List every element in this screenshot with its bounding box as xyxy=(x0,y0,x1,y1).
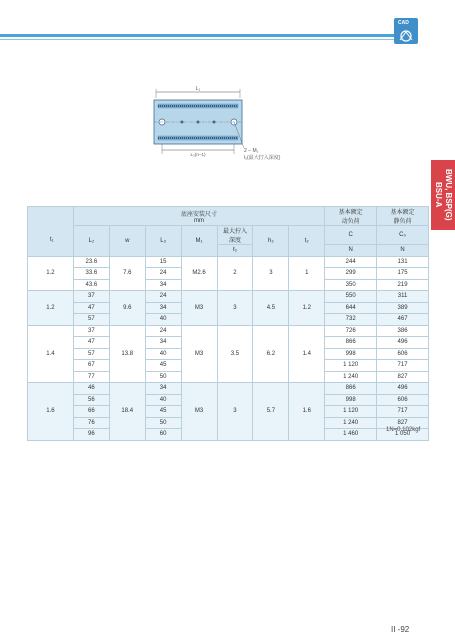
header-w: w xyxy=(109,226,145,257)
rail-drawing xyxy=(140,84,310,170)
cell-l2: 46 xyxy=(73,383,109,395)
header-t2: t₂ xyxy=(289,226,325,257)
header-l2: L₂ xyxy=(73,226,109,257)
cell-m1: M3 xyxy=(181,383,217,441)
header-bar-thin xyxy=(0,39,410,40)
table-row xyxy=(28,256,429,268)
cell-c: 644 xyxy=(325,302,377,314)
table-row xyxy=(28,325,429,337)
cell-c: 244 xyxy=(325,256,377,268)
cell-t2: 1.6 xyxy=(289,383,325,441)
cell-c: 1 460 xyxy=(325,429,377,441)
dim-label-bottom: L₃(n−1) xyxy=(190,152,206,157)
cell-c: 998 xyxy=(325,348,377,360)
cell-c: 998 xyxy=(325,394,377,406)
header-bar xyxy=(0,34,410,37)
cell-l2: 57 xyxy=(73,348,109,360)
cell-l3: 34 xyxy=(145,337,181,349)
cell-c: 550 xyxy=(325,291,377,303)
cell-m1: M2.6 xyxy=(181,256,217,291)
cell-h2: 3 xyxy=(253,256,289,291)
cell-c: 866 xyxy=(325,383,377,395)
cell-t2: 1.4 xyxy=(289,325,325,383)
cell-l3: 45 xyxy=(145,406,181,418)
cell-c: 1 120 xyxy=(325,360,377,372)
table-row xyxy=(28,291,429,303)
header-unit-c0: N xyxy=(377,245,429,257)
cell-l2: 66 xyxy=(73,406,109,418)
cell-l3: 24 xyxy=(145,291,181,303)
cell-l3: 60 xyxy=(145,429,181,441)
cell-l2: 57 xyxy=(73,314,109,326)
cell-l3: 50 xyxy=(145,371,181,383)
cell-h2: 6.2 xyxy=(253,325,289,383)
cell-l3: 34 xyxy=(145,383,181,395)
header-static-load: 基本额定 静负荷 xyxy=(377,207,429,226)
page-number: II -92 xyxy=(391,625,410,634)
cell-c0: 219 xyxy=(377,279,429,291)
header-l3: L₃ xyxy=(145,226,181,257)
section-tab-label: BWU, BSP(G) BSU-A xyxy=(434,169,453,221)
cell-l3: 50 xyxy=(145,417,181,429)
cell-c0: 827 xyxy=(377,371,429,383)
hole-note-line2: l₂(最大拧入深度) xyxy=(244,155,281,161)
cell-c0: 467 xyxy=(377,314,429,326)
cell-l2: 37 xyxy=(73,325,109,337)
cell-l2: 77 xyxy=(73,371,109,383)
cell-m1: M3 xyxy=(181,325,217,383)
cell-l3: 34 xyxy=(145,279,181,291)
cell-l3: 34 xyxy=(145,302,181,314)
cell-l2: 43.6 xyxy=(73,279,109,291)
cell-h2: 4.5 xyxy=(253,291,289,326)
cell-l2: 37 xyxy=(73,291,109,303)
dim-label-top: L₁ xyxy=(195,86,201,92)
cell-t1: 1.2 xyxy=(28,256,74,291)
cell-c: 732 xyxy=(325,314,377,326)
cell-w: 9.6 xyxy=(109,291,145,326)
cell-l3: 15 xyxy=(145,256,181,268)
cell-t1: 1.2 xyxy=(28,291,74,326)
cell-l3: 24 xyxy=(145,268,181,280)
cell-c0: 389 xyxy=(377,302,429,314)
cell-c0: 496 xyxy=(377,383,429,395)
header-l2-small: ℓ₂ xyxy=(217,245,253,257)
cell-c0: 496 xyxy=(377,337,429,349)
cad-drawing-icon xyxy=(397,28,415,42)
spec-table-body xyxy=(28,256,429,440)
cell-l2: 33.6 xyxy=(73,268,109,280)
cell-l3: 40 xyxy=(145,394,181,406)
header-c: C xyxy=(325,226,377,245)
cell-l2: 76 xyxy=(73,417,109,429)
hole-note xyxy=(244,148,280,162)
header-m1: M₁ xyxy=(181,226,217,257)
cad-label: CAD xyxy=(398,20,409,26)
cell-c0: 606 xyxy=(377,348,429,360)
cell-c: 350 xyxy=(325,279,377,291)
cell-c: 299 xyxy=(325,268,377,280)
cell-l2: 23.6 xyxy=(73,256,109,268)
cell-max-depth: 3.5 xyxy=(217,325,253,383)
cell-l2: 56 xyxy=(73,394,109,406)
cell-c: 1 240 xyxy=(325,371,377,383)
unit-note: 1N=0.102kgf xyxy=(386,427,421,433)
cell-t1: 1.6 xyxy=(28,383,74,441)
cell-c0: 131 xyxy=(377,256,429,268)
cell-l2: 47 xyxy=(73,302,109,314)
cell-c0: 1 050 xyxy=(377,429,429,441)
cell-l3: 40 xyxy=(145,348,181,360)
cell-t2: 1 xyxy=(289,256,325,291)
cell-max-depth: 3 xyxy=(217,383,253,441)
cell-c0: 175 xyxy=(377,268,429,280)
cell-c0: 606 xyxy=(377,394,429,406)
header-group: 底座安装尺寸 mm xyxy=(73,207,324,226)
cell-c: 726 xyxy=(325,325,377,337)
header-unit-c: N xyxy=(325,245,377,257)
cell-l2: 96 xyxy=(73,429,109,441)
cell-c: 1 240 xyxy=(325,417,377,429)
hole-note-line1: 2 − M₁ xyxy=(244,148,259,154)
cell-l3: 45 xyxy=(145,360,181,372)
cell-t2: 1.2 xyxy=(289,291,325,326)
cell-c0: 827 xyxy=(377,417,429,429)
header-blank xyxy=(28,207,74,257)
cell-t1: 1.4 xyxy=(28,325,74,383)
cell-c0: 717 xyxy=(377,406,429,418)
table-row xyxy=(28,383,429,395)
cell-l3: 40 xyxy=(145,314,181,326)
cell-l2: 47 xyxy=(73,337,109,349)
cell-w: 7.6 xyxy=(109,256,145,291)
spec-table xyxy=(27,206,429,441)
cell-h2: 5.7 xyxy=(253,383,289,441)
header-max-depth: 最大拧入 深度 xyxy=(217,226,253,245)
cell-max-depth: 3 xyxy=(217,291,253,326)
cell-c: 866 xyxy=(325,337,377,349)
cell-c0: 311 xyxy=(377,291,429,303)
header-t1: t₁ xyxy=(50,237,54,243)
cell-l2: 67 xyxy=(73,360,109,372)
cell-c0: 717 xyxy=(377,360,429,372)
header-h2: h₂ xyxy=(253,226,289,257)
cell-max-depth: 2 xyxy=(217,256,253,291)
header-c0: C₀ xyxy=(377,226,429,245)
header-dynamic-load: 基本额定 动负荷 xyxy=(325,207,377,226)
cell-m1: M3 xyxy=(181,291,217,326)
cell-c0: 386 xyxy=(377,325,429,337)
cell-l3: 24 xyxy=(145,325,181,337)
cell-w: 18.4 xyxy=(109,383,145,441)
cell-c: 1 120 xyxy=(325,406,377,418)
cell-w: 13.8 xyxy=(109,325,145,383)
